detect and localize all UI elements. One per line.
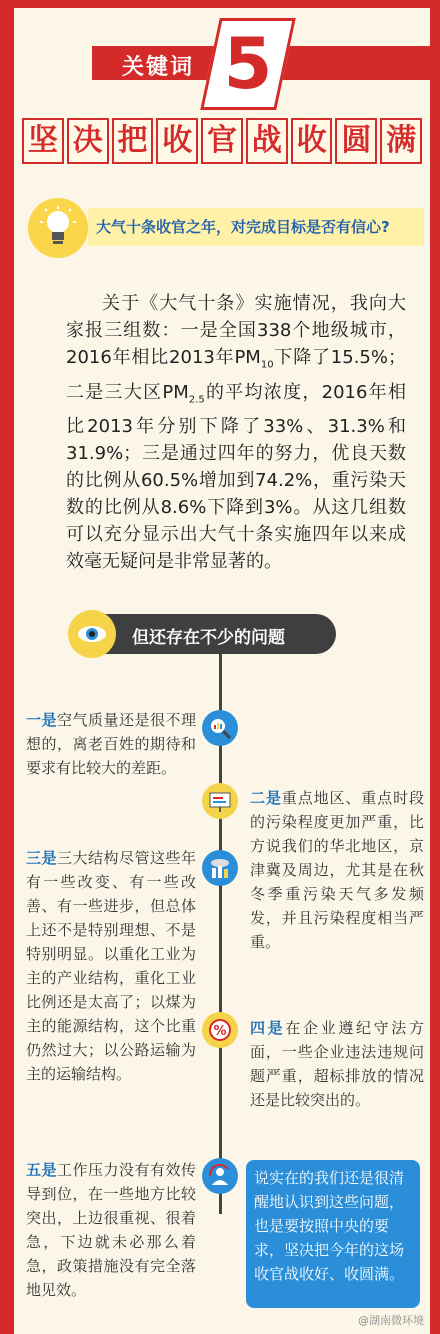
eye-icon bbox=[68, 610, 116, 658]
issue-text: 在企业遵纪守法方面，一些企业违法违规问题严重，超标排放的情况还是比较突出的。 bbox=[250, 1019, 424, 1109]
pm-subscript-25: 2.5 bbox=[188, 394, 205, 406]
issue-text: 空气质量还是很不理想的，离老百姓的期待和要求有比较大的差距。 bbox=[26, 711, 196, 777]
keyword-number-badge bbox=[200, 18, 296, 110]
page-title bbox=[22, 118, 422, 164]
title-char: 满 bbox=[380, 118, 422, 164]
paragraph-part1: 关于《大气十条》实施情况，我向大家报三组数：一是全国338个地级城市，2016年相比2013年PM bbox=[66, 293, 406, 368]
svg-text:%: % bbox=[213, 1024, 227, 1039]
frame-left bbox=[0, 0, 14, 1334]
issue-lead: 二是 bbox=[250, 789, 282, 807]
title-char: 决 bbox=[67, 118, 109, 164]
presentation-board-icon bbox=[202, 783, 238, 819]
issue-item-2 bbox=[250, 786, 424, 954]
conclusion-box bbox=[246, 1160, 420, 1308]
lightbulb-icon bbox=[28, 198, 88, 258]
conclusion-text: 说实在的我们还是很清醒地认识到这些问题，也是要按照中央的要求，坚决把今年的这场收官战收好、收圆满。 bbox=[254, 1169, 405, 1283]
issue-lead: 三是 bbox=[26, 849, 57, 867]
paragraph-part3: 的平均浓度，2016年相比2013年分别下降了33%、31.3%和31.9%；三是通过四年的努力，优良天数的比例从60.5%增加到74.2%，重污染天数的比例从8.6%下降到3%。从这几组数可以充分显示出大气十条实施四年以来成效毫无疑问是非常显著的。 bbox=[66, 381, 406, 573]
issue-item-3 bbox=[26, 846, 196, 1086]
issue-item-1 bbox=[26, 708, 196, 780]
question-text: 大气十条收官之年，对完成目标是否有信心? bbox=[96, 218, 390, 236]
issue-lead: 五是 bbox=[26, 1161, 57, 1179]
issue-text: 三大结构尽管这些年有一些改变、有一些改善、有一些进步，但总体上还不是特别理想、不是特别明显。以重化工业为主的产业结构，重化工业比例还是太高了；以煤为主的能源结构，这个比重仍然过大；以公路运输为主的运输结构。 bbox=[26, 849, 196, 1083]
issues-heading bbox=[70, 614, 336, 654]
frame-top bbox=[0, 0, 440, 8]
title-char: 坚 bbox=[22, 118, 64, 164]
keyword-number: 5 bbox=[223, 23, 273, 105]
issue-item-4 bbox=[250, 1016, 424, 1112]
keyword-banner bbox=[14, 23, 440, 105]
magnifier-chart-icon bbox=[202, 710, 238, 746]
issue-item-5 bbox=[26, 1158, 196, 1302]
issues-heading-text: 但还存在不少的问题 bbox=[132, 628, 285, 648]
title-char: 把 bbox=[112, 118, 154, 164]
question-box bbox=[22, 196, 426, 260]
issue-lead: 一是 bbox=[26, 711, 57, 729]
issue-lead: 四是 bbox=[250, 1019, 286, 1037]
pm-subscript-10: 10 bbox=[260, 359, 274, 371]
watermark: @湖南微环境 bbox=[358, 1314, 424, 1327]
keyword-label: 关键词 bbox=[122, 55, 195, 80]
title-char: 收 bbox=[156, 118, 198, 164]
person-refresh-icon bbox=[202, 1158, 238, 1194]
smog-city-icon bbox=[202, 850, 238, 886]
frame-right bbox=[430, 0, 440, 1334]
title-char: 圆 bbox=[335, 118, 377, 164]
intro-paragraph bbox=[66, 290, 406, 575]
title-char: 收 bbox=[291, 118, 333, 164]
title-char: 官 bbox=[201, 118, 243, 164]
issue-text: 工作压力没有有效传导到位，在一些地方比较突出，上边很重视、很着急，下边就未必那么着急，政策措施没有完全落地见效。 bbox=[26, 1161, 196, 1299]
issue-text: 重点地区、重点时段的污染程度更加严重，比方说我们的华北地区，京津冀及周边，尤其是在秋冬季重污染天气多发频发，并且污染程度相当严重。 bbox=[250, 789, 424, 951]
title-char: 战 bbox=[246, 118, 288, 164]
paragraph-part2: 下降了15.5%；二是三大区PM bbox=[66, 347, 406, 403]
percent-badge-icon bbox=[202, 1012, 238, 1048]
